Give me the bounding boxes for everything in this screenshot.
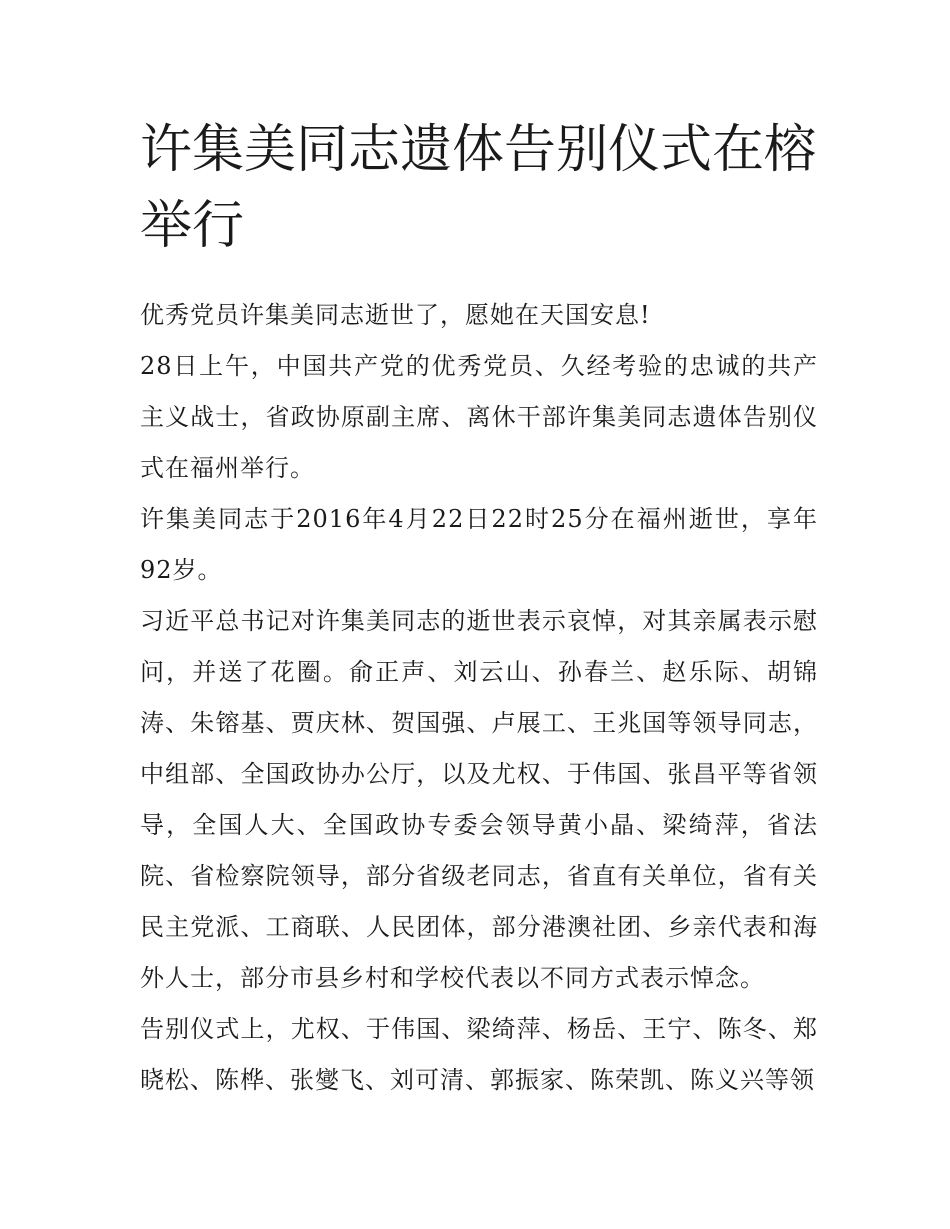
article-body <box>140 290 818 1106</box>
article-paragraph-1: 优秀党员许集美同志逝世了，愿她在天国安息! <box>140 301 651 329</box>
article-paragraph-4: 习近平总书记对许集美同志的逝世表示哀悼，对其亲属表示慰问，并送了花圈。俞正声、刘云山、孙春兰、赵乐际、胡锦涛、朱镕基、贾庆林、贺国强、卢展工、王兆国等领导同志，中组部、全国政协办公厅，以及尤权、于伟国、张昌平等省领导，全国人大、全国政协专委会领导黄小晶、梁绮萍，省法院、省检察院领导，部分省级老同志，省直有关单位，省有关民主党派、工商联、人民团体，部分港澳社团、乡亲代表和海外人士，部分市县乡村和学校代表以不同方式表示悼念。 <box>140 607 818 992</box>
article-paragraph-3: 许集美同志于2016年4月22日22时25分在福州逝世，享年92岁。 <box>140 505 818 584</box>
article-title: 许集美同志遗体告别仪式在榕举行 <box>140 120 817 256</box>
document-page <box>140 112 818 1106</box>
article-paragraph-5: 告别仪式上，尤权、于伟国、梁绮萍、杨岳、王宁、陈冬、郑晓松、陈桦、张燮飞、刘可清、郭振家、陈荣凯、陈义兴等领 <box>140 1015 818 1094</box>
article-paragraph-2: 28日上午，中国共产党的优秀党员、久经考验的忠诚的共产主义战士，省政协原副主席、离休干部许集美同志遗体告别仪式在福州举行。 <box>140 352 818 482</box>
